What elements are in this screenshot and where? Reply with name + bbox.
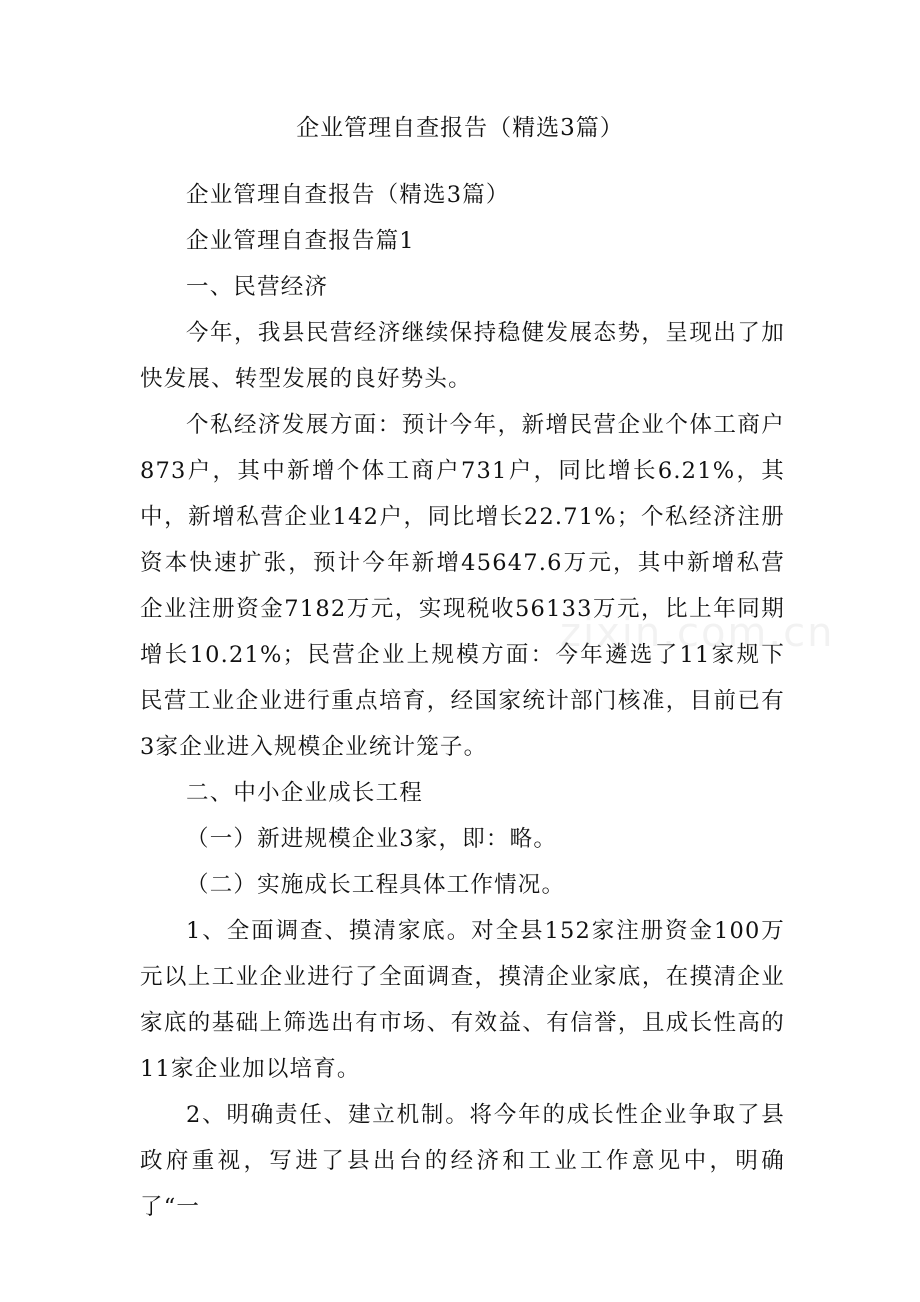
paragraph-heading-1: 一、民营经济	[186, 274, 329, 300]
paragraph: 2、明确责任、建立机制。将今年的成长性企业争取了县政府重视，写进了县出台的经济和工业工作意见中，明确了“一	[140, 1102, 785, 1220]
paragraph-section-heading: 企业管理自查报告篇1	[186, 228, 415, 254]
watermark: zixin.com.cn	[560, 610, 835, 656]
document-body	[140, 172, 785, 1230]
paragraph: 个私经济发展方面：预计今年，新增民营企业个体工商户873户，其中新增个体工商户731户，同比增长6.21%，其中，新增私营企业142户，同比增长22.71%；个私经济注册资本快速扩张，预计今年新增45647.6万元，其中新增私营企业注册资金7182万元，实现税收56133万元，比上年同期增长10.21%；民营企业上规模方面：今年遴选了11家规下民营工业企业进行重点培育，经国家统计部门核准，目前已有3家企业进入规模企业统计笼子。	[140, 412, 785, 760]
paragraph: 1、全面调查、摸清家底。对全县152家注册资金100万元以上工业企业进行了全面调查，摸清企业家底，在摸清企业家底的基础上筛选出有市场、有效益、有信誉，且成长性高的11家企业加以培育。	[140, 918, 785, 1082]
paragraph-subheading-2: （二）实施成长工程具体工作情况。	[186, 872, 566, 898]
paragraph-heading-2: 二、中小企业成长工程	[186, 780, 424, 806]
document-title: 企业管理自查报告（精选3篇）	[296, 115, 624, 141]
paragraph: 今年，我县民营经济继续保持稳健发展态势，呈现出了加快发展、转型发展的良好势头。	[140, 320, 785, 392]
paragraph-subheading-1: （一）新进规模企业3家，即：略。	[186, 826, 558, 852]
paragraph-subtitle: 企业管理自查报告（精选3篇）	[186, 182, 510, 208]
